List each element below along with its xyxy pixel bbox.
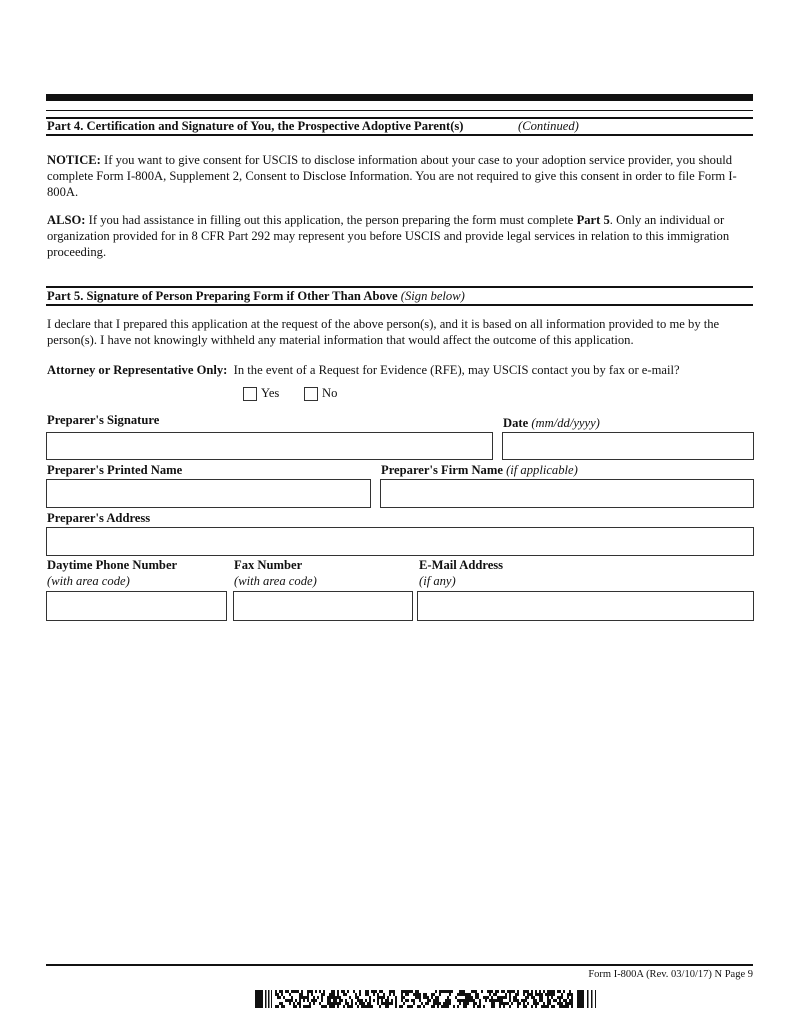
- no-label: No: [322, 386, 338, 400]
- date-format-note: (mm/dd/yyyy): [531, 416, 600, 430]
- email-label: E-Mail Address: [419, 558, 504, 572]
- fax-field[interactable]: [233, 591, 413, 621]
- part5-top-rule: [46, 286, 753, 288]
- fax-note: (with area code): [234, 574, 317, 588]
- date-label: [503, 416, 600, 431]
- no-checkbox[interactable]: [304, 387, 318, 401]
- header-thin-rule: [46, 110, 753, 111]
- fax-label: Fax Number: [234, 558, 303, 572]
- signature-label: Preparer's Signature: [47, 413, 160, 427]
- notice-text: If you want to give consent for USCIS to disclose information about your case to your adoption service provider, you should complete Form I-800A, Supplement 2, Consent to Disclose Information. You are not required to give this consent in order to file Form I-800A.: [47, 153, 737, 199]
- yes-checkbox[interactable]: [243, 387, 257, 401]
- phone-field[interactable]: [46, 591, 227, 621]
- firm-name-label-text: Preparer's Firm Name: [381, 463, 503, 477]
- also-text: If you had assistance in filling out this application, the person preparing the form must complete: [88, 213, 574, 227]
- phone-label: Daytime Phone Number: [47, 558, 178, 572]
- attorney-label: Attorney or Representative Only:: [47, 363, 228, 377]
- part5-title-note: (Sign below): [400, 289, 465, 303]
- part5-title: Part 5. Signature of Person Preparing Form if Other Than Above: [47, 289, 398, 303]
- firm-name-label: [381, 463, 578, 478]
- also-part5: Part 5: [576, 213, 610, 227]
- declaration-text: I declare that I prepared this application at the request of the above person(s), and it is based on all information provided to me by the person(s). I have not knowingly withheld any material information that would affect the outcome of this application.: [47, 317, 720, 347]
- footer-rule: [46, 964, 753, 966]
- form-id: Form I-800A (Rev. 03/10/17) N Page 9: [588, 969, 753, 980]
- firm-name-field[interactable]: [380, 479, 754, 508]
- phone-note: (with area code): [47, 574, 130, 588]
- notice-paragraph: [47, 152, 753, 200]
- email-note: (if any): [419, 574, 456, 588]
- printed-name-field[interactable]: [46, 479, 371, 508]
- part5-heading: [47, 289, 465, 304]
- part4-continued: (Continued): [518, 119, 579, 133]
- also-label: ALSO:: [47, 213, 86, 227]
- also-paragraph: [47, 212, 753, 260]
- part5-bottom-rule: [46, 304, 753, 306]
- firm-name-note: (if applicable): [506, 463, 578, 477]
- preparer-signature-field[interactable]: [46, 432, 493, 460]
- date-label-text: Date: [503, 416, 529, 430]
- yes-label: Yes: [261, 386, 280, 400]
- address-field[interactable]: [46, 527, 754, 556]
- attorney-question-text: In the event of a Request for Evidence (RFE), may USCIS contact you by fax or e-mail?: [233, 363, 680, 377]
- address-label: Preparer's Address: [47, 511, 151, 525]
- part4-bottom-rule: [46, 134, 753, 136]
- notice-label: NOTICE:: [47, 153, 101, 167]
- barcode-image: [255, 990, 600, 1010]
- date-field[interactable]: [502, 432, 754, 460]
- attorney-question: [47, 363, 680, 378]
- header-thick-rule: [46, 94, 753, 101]
- also-text-2: . Only an individual or organization provided for in 8 CFR Part 292 may represent you before USCIS and provide legal services in relation to this immigration proceeding.: [47, 213, 730, 259]
- part4-title: Part 4. Certification and Signature of You, the Prospective Adoptive Parent(s): [47, 119, 464, 133]
- email-field[interactable]: [417, 591, 754, 621]
- printed-name-label: Preparer's Printed Name: [47, 463, 183, 477]
